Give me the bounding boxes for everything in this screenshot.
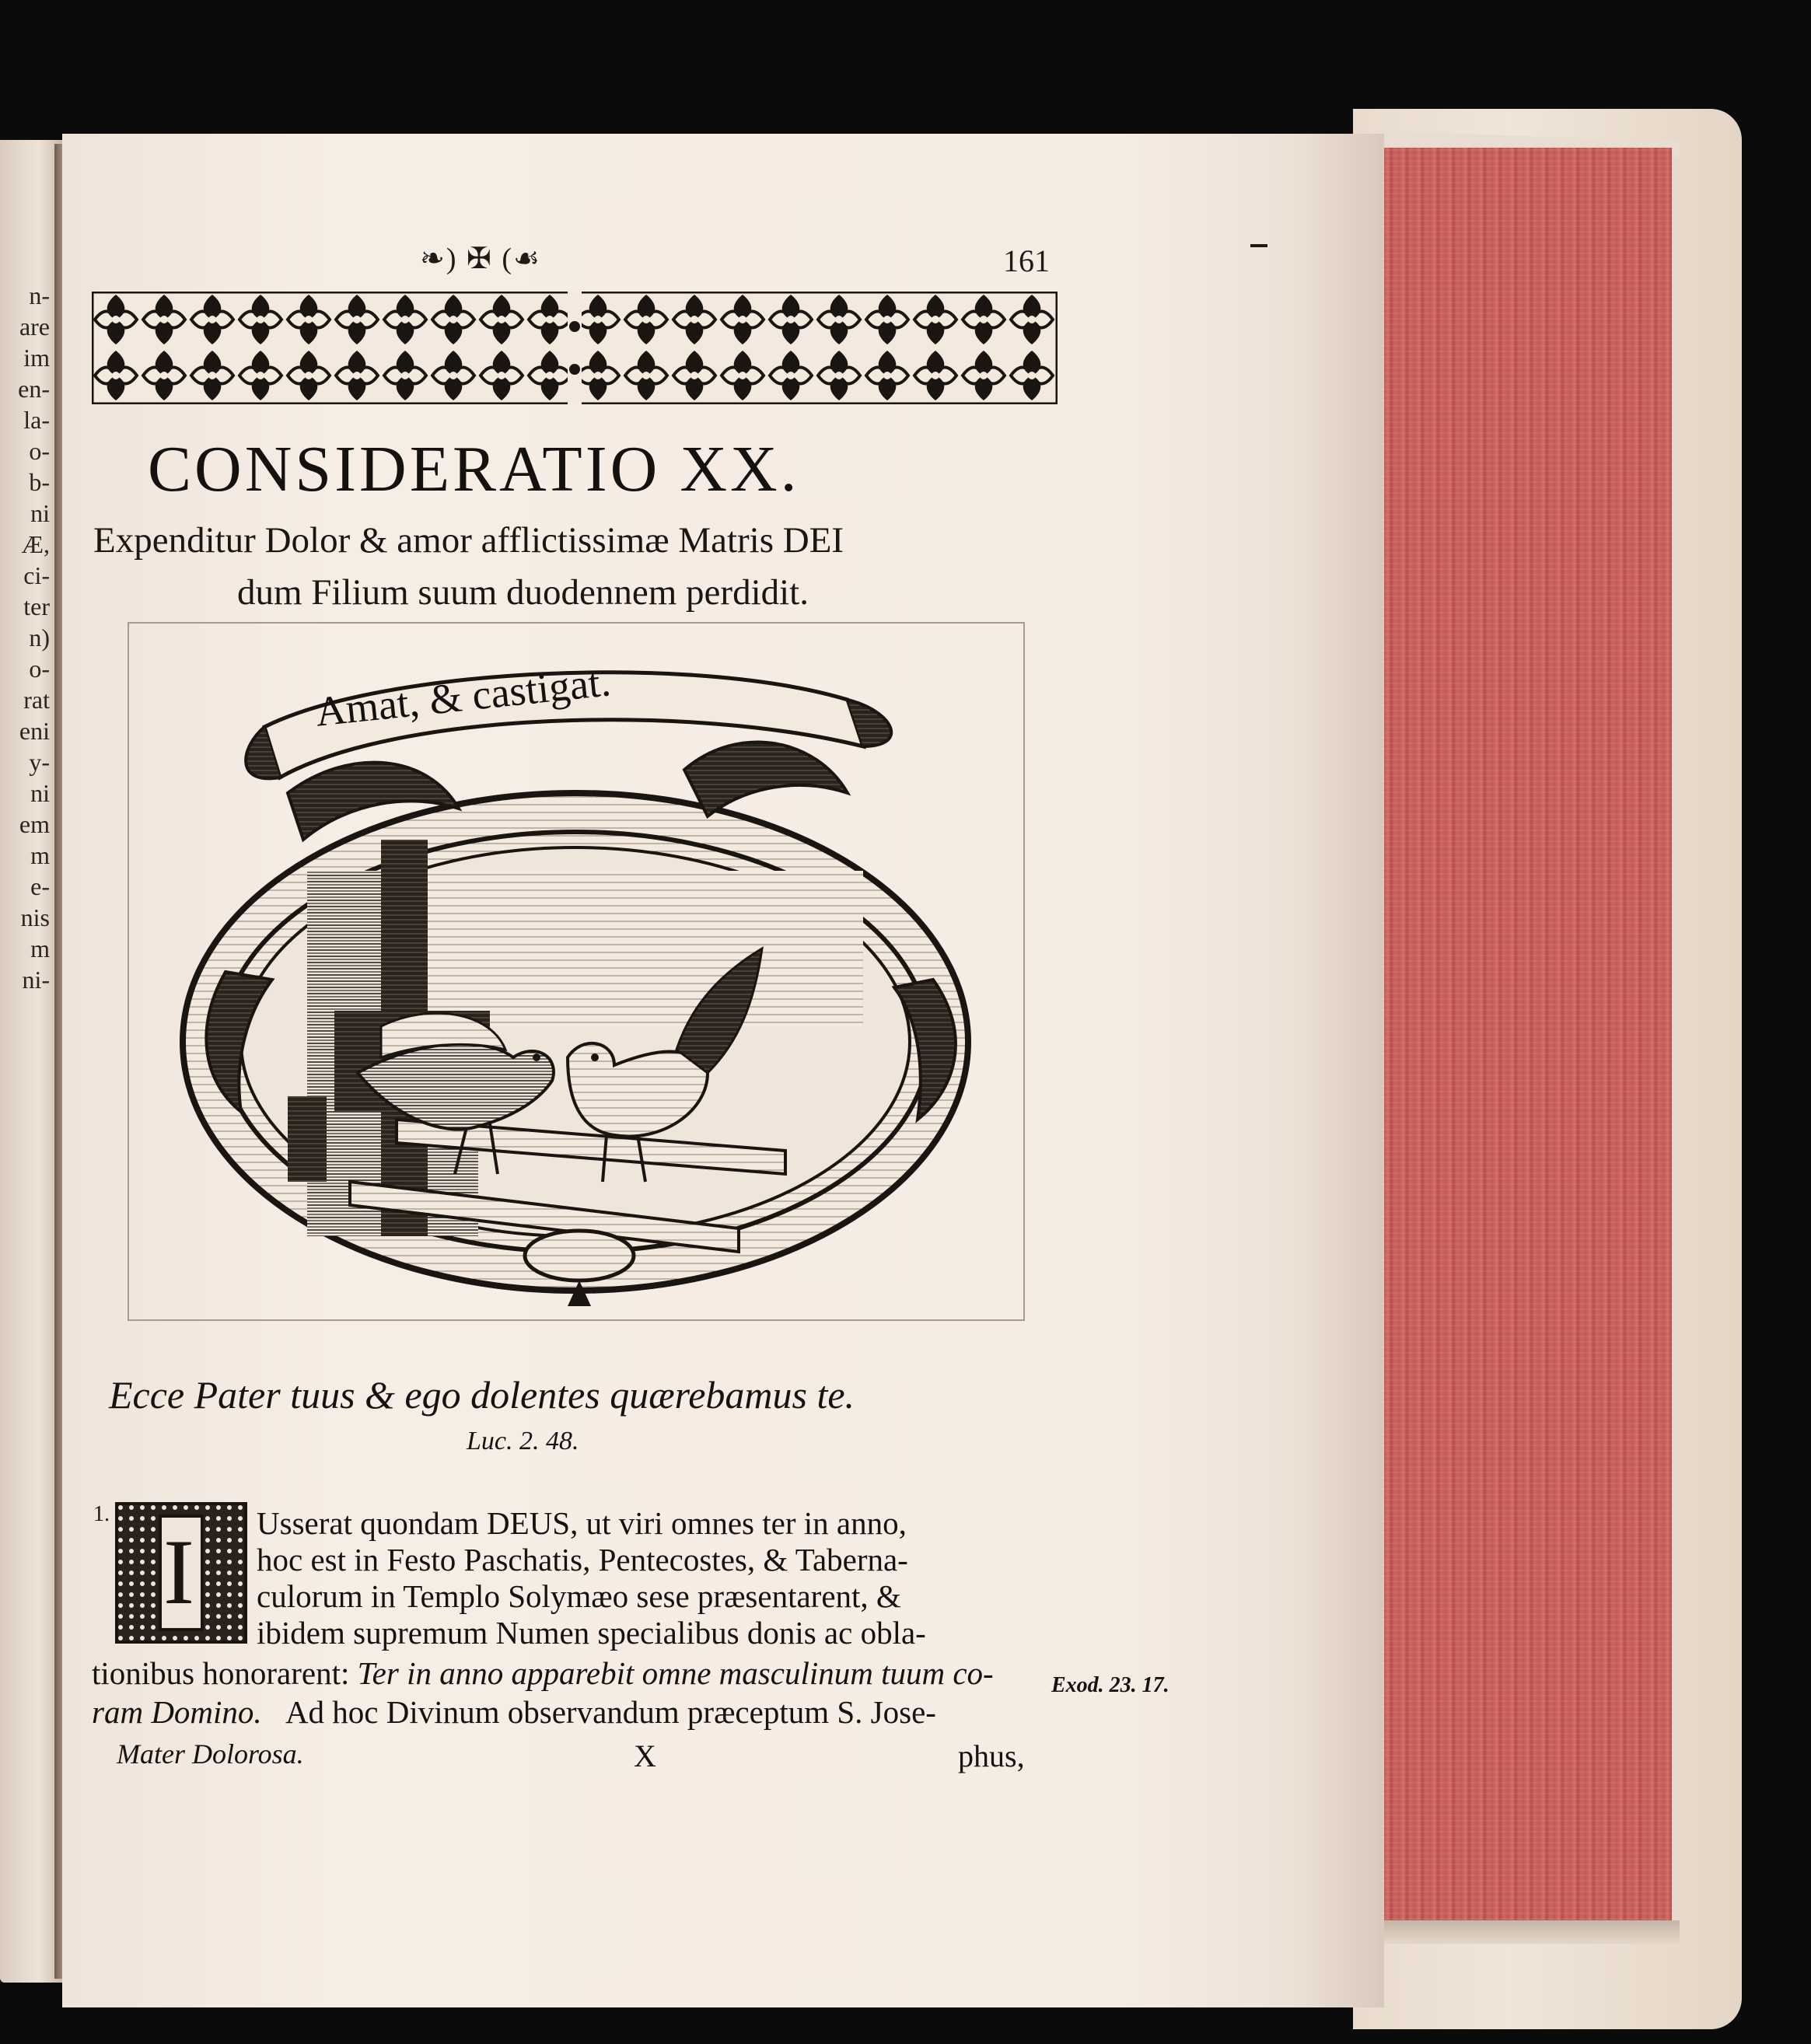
left-page-line-fragment: rat	[23, 686, 50, 714]
left-page-line-fragment: m	[30, 935, 50, 963]
body-line-5-italic: Ter in anno apparebit omne masculinum tuum co-	[357, 1655, 994, 1691]
body-line-4: ibidem supremum Numen specialibus donis ac obla-	[257, 1615, 926, 1651]
emblem-engraving	[148, 638, 1011, 1314]
signature-mark: X	[634, 1738, 656, 1773]
body-line-6	[92, 1693, 936, 1731]
left-page-line-fragment: em	[19, 810, 50, 838]
left-page-line-fragment: n-	[29, 281, 50, 309]
left-page-line-fragment: e-	[30, 872, 50, 900]
margin-dash	[1250, 244, 1267, 247]
body-line-1: Usserat quondam DEUS, ut viri omnes ter in anno,	[257, 1505, 907, 1541]
catchword: phus,	[958, 1738, 1025, 1773]
left-page-line-fragment: ni	[30, 499, 50, 527]
left-page-line-fragment: ter	[23, 592, 50, 620]
emblem-motto: Amat, & castigat.	[313, 658, 613, 735]
page-shadow	[1291, 134, 1384, 2007]
left-page-line-fragment: eni	[19, 717, 50, 745]
left-page-line-fragment: o-	[29, 655, 50, 683]
left-page-line-fragment: m	[30, 841, 50, 869]
body-line-6-italic: ram Domino.	[92, 1694, 262, 1730]
left-page-line-fragment: ci-	[23, 561, 50, 589]
left-page-line-fragment: nis	[20, 903, 50, 931]
left-page-line-fragment: are	[19, 313, 50, 341]
bleed-through-text	[879, 404, 886, 449]
bottom-board-edge	[1369, 1920, 1680, 1944]
left-page-line-fragment: y-	[29, 748, 50, 776]
chapter-subtitle-line-1: Expenditur Dolor & amor afflictissimæ Matris DEI	[93, 520, 844, 561]
left-page-line-fragment: Æ,	[21, 530, 50, 558]
left-page-line-fragment: im	[23, 344, 50, 372]
paragraph-number: 1.	[93, 1502, 110, 1526]
left-page-line-fragment: o-	[29, 437, 50, 465]
emblem-caption: Ecce Pater tuus & ego dolentes quærebamus te.	[109, 1373, 855, 1417]
body-line-5	[92, 1654, 994, 1692]
running-head-ornament: ❧) ✠ (☙	[420, 243, 542, 275]
left-page-line-fragment: ni-	[22, 966, 50, 994]
margin-note-exodus: Exod. 23. 17.	[1051, 1673, 1169, 1697]
chapter-subtitle-line-2: dum Filium suum duodennem perdidit.	[237, 572, 809, 613]
left-page-line-fragment: la-	[23, 406, 50, 434]
drop-cap-letter: I	[163, 1520, 194, 1623]
page-edge-texture	[1369, 148, 1672, 1936]
left-page-text-column	[0, 280, 54, 995]
left-page-line-fragment: ni	[30, 779, 50, 807]
left-page-line-fragment: b-	[29, 468, 50, 496]
left-page-line-fragment: n)	[29, 624, 50, 652]
body-line-3: culorum in Templo Solymæo sese præsentarent, &	[257, 1578, 901, 1614]
body-line-5-roman: tionibus honorarent:	[92, 1655, 350, 1691]
scripture-citation: Luc. 2. 48.	[467, 1427, 579, 1455]
signature-title: Mater Dolorosa.	[117, 1738, 304, 1770]
ornamental-headpiece	[92, 292, 1058, 404]
body-line-6-roman: Ad hoc Divinum observandum præceptum S. Jose-	[285, 1694, 936, 1730]
left-page-line-fragment: en-	[18, 375, 50, 403]
body-line-2: hoc est in Festo Paschatis, Pentecostes, & Taberna-	[257, 1542, 908, 1578]
page-number: 161	[1003, 243, 1050, 278]
chapter-title: CONSIDERATIO XX.	[148, 433, 800, 505]
